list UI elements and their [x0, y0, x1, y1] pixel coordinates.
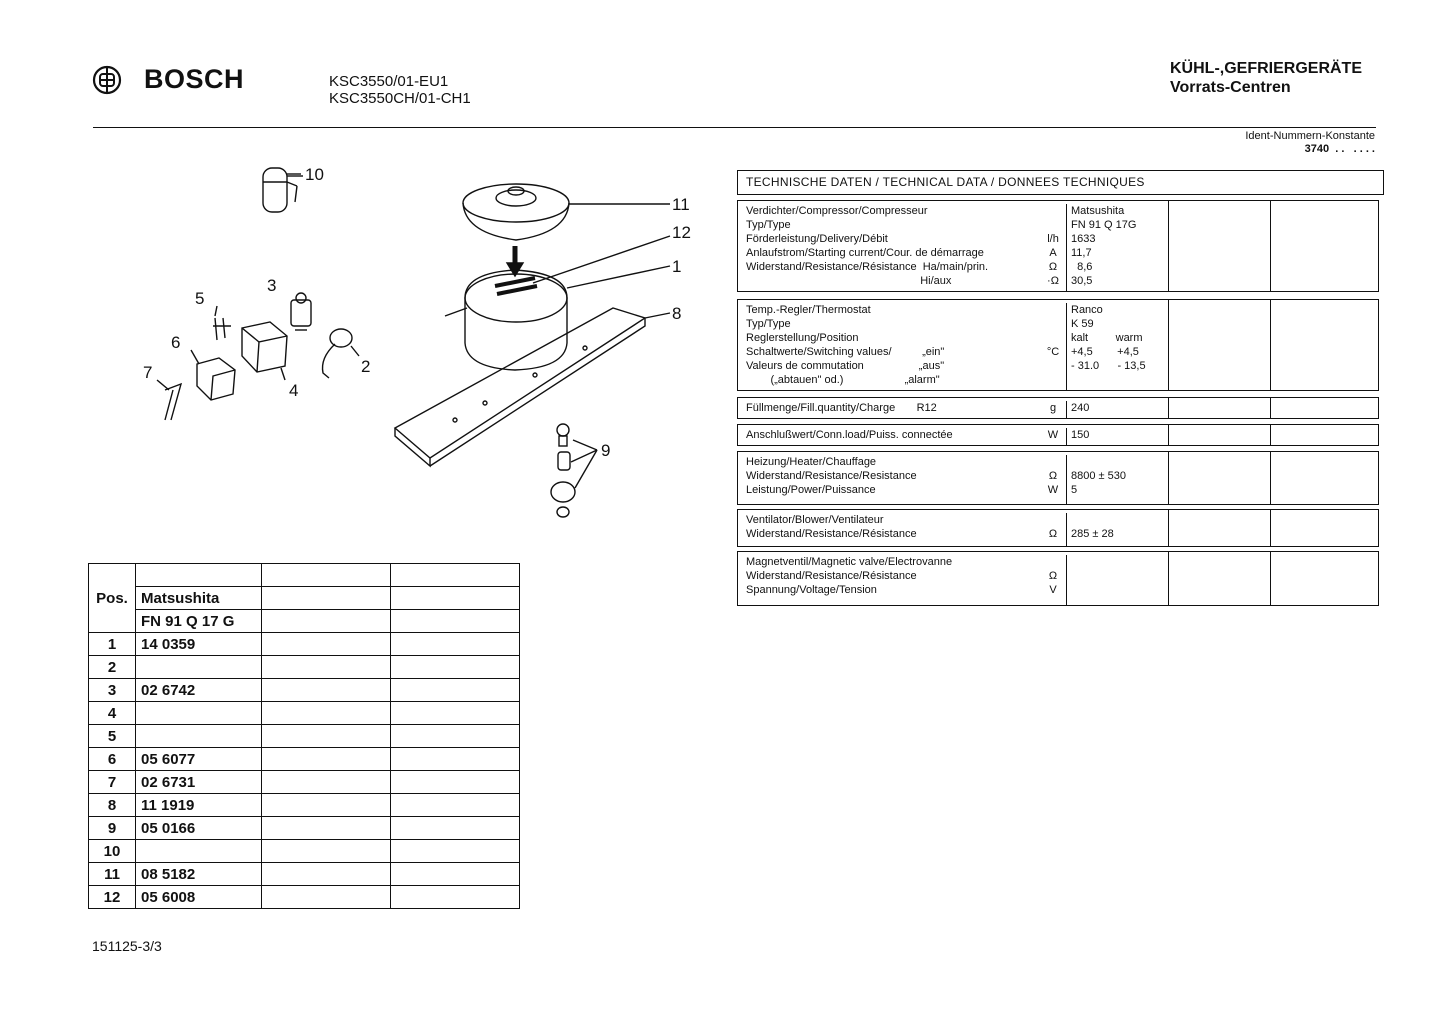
empty-cell [262, 817, 391, 840]
tech-row-col2 [1168, 425, 1271, 445]
tech-row-value: Matsushita FN 91 Q 17G 1633 11,7 8,6 30,5 [1066, 204, 1166, 291]
empty-cell [391, 679, 520, 702]
part-number-cell: 11 1919 [136, 794, 262, 817]
tech-row-label: Füllmenge/Fill.quantity/Charge R12 [746, 402, 937, 414]
category-line-1: KÜHL-,GEFRIERGERÄTE [1170, 60, 1362, 77]
callout-10: 10 [305, 165, 324, 184]
leader-4 [281, 368, 285, 380]
table-row [89, 771, 520, 794]
product-category [1170, 59, 1362, 97]
parts-header-row-top [89, 564, 520, 587]
tech-row-value: 150 [1066, 428, 1166, 445]
tech-row-col3 [1270, 510, 1379, 546]
tech-row-col3 [1270, 300, 1379, 390]
empty-cell [391, 633, 520, 656]
table-row [89, 725, 520, 748]
empty-cell [262, 771, 391, 794]
position-cell: 10 [89, 840, 136, 863]
callout-12: 12 [672, 223, 691, 242]
table-row [89, 702, 520, 725]
tech-row-value: 285 ± 28 [1066, 513, 1166, 546]
brand-header [92, 64, 244, 95]
parts-table [88, 563, 520, 909]
tech-row-label: Magnetventil/Magnetic valve/Electrovanne Widerstand/Resistance/Résistance Spannung/Voltage/Tension [746, 556, 953, 596]
tech-row-col2 [1168, 201, 1271, 291]
tech-row-label: Ventilator/Blower/Ventilateur Widerstand/Resistance/Résistance [746, 514, 917, 540]
model-number-ch: KSC3550CH/01-CH1 [329, 90, 471, 107]
part-number-cell [136, 840, 262, 863]
tech-row-magnetic-valve [737, 551, 1379, 606]
part-number-cell: 14 0359 [136, 633, 262, 656]
empty-cell [262, 702, 391, 725]
tech-row-col2 [1168, 452, 1271, 504]
tech-row-col3 [1270, 398, 1379, 418]
tech-row-charge [737, 397, 1379, 419]
tech-row-unit: °C [1046, 346, 1060, 358]
empty-cell [262, 679, 391, 702]
empty-cell [391, 748, 520, 771]
tech-row-unit: W [1047, 429, 1059, 441]
tech-row-col3 [1270, 452, 1379, 504]
empty-cell [391, 863, 520, 886]
leader-2 [351, 346, 359, 356]
callout-4: 4 [289, 381, 299, 400]
exploded-parts-diagram [135, 158, 695, 528]
header-cell [262, 610, 391, 633]
empty-cell [391, 656, 520, 679]
leader-6 [191, 350, 199, 364]
empty-cell [391, 725, 520, 748]
position-cell: 6 [89, 748, 136, 771]
ident-block [1245, 130, 1375, 156]
tech-row-col3 [1270, 425, 1379, 445]
tech-row-unit: l/h A Ω ·Ω [1047, 233, 1059, 287]
position-cell: 11 [89, 863, 136, 886]
empty-cell [262, 725, 391, 748]
tech-row-value: 240 [1066, 401, 1166, 418]
table-row [89, 840, 520, 863]
position-cell: 5 [89, 725, 136, 748]
position-cell: 3 [89, 679, 136, 702]
position-cell: 2 [89, 656, 136, 679]
model-number-eu: KSC3550/01-EU1 [329, 73, 449, 90]
parts-header-row-model [89, 610, 520, 633]
arrow-icon [507, 246, 523, 276]
part-number-cell: 02 6731 [136, 771, 262, 794]
compressor-maker-header: Matsushita [136, 587, 262, 610]
relay-part [242, 322, 287, 372]
callout-7: 7 [143, 363, 153, 382]
callout-8: 8 [672, 304, 682, 323]
table-row [89, 794, 520, 817]
tech-row-label: Temp.-Regler/Thermostat Typ/Type Reglerstellung/Position Schaltwerte/Switching values/ „ein" Valeurs de commutation „aus" („abtauen" od.) „alarm" [746, 304, 945, 386]
empty-cell [391, 702, 520, 725]
tech-row-col2 [1168, 398, 1271, 418]
callout-2: 2 [361, 357, 371, 376]
table-row [89, 633, 520, 656]
compressor-model-header: FN 91 Q 17 G [136, 610, 262, 633]
header-blank-col3 [391, 564, 520, 587]
drip-tray-part [463, 184, 670, 240]
brand-name: BOSCH [144, 64, 245, 94]
tech-row-col2 [1168, 510, 1271, 546]
category-line-2: Vorrats-Centren [1170, 79, 1291, 96]
header-cell [391, 610, 520, 633]
empty-cell [262, 748, 391, 771]
callout-9: 9 [601, 441, 611, 460]
part-number-cell: 02 6742 [136, 679, 262, 702]
header-rule [93, 127, 1376, 128]
compressor-part [445, 236, 670, 370]
empty-cell [391, 840, 520, 863]
tech-row-value [1066, 555, 1166, 605]
part-number-cell: 05 6077 [136, 748, 262, 771]
position-cell: 4 [89, 702, 136, 725]
empty-cell [262, 886, 391, 909]
parts-table-body [89, 564, 520, 633]
position-cell: 8 [89, 794, 136, 817]
document-number: 151125-3/3 [92, 938, 162, 954]
tech-row-value: Ranco K 59 kalt warm +4,5 +4,5 - 31.0 - 13,5 [1066, 303, 1166, 390]
empty-cell [262, 863, 391, 886]
part-number-cell: 05 0166 [136, 817, 262, 840]
tech-row-blower [737, 509, 1379, 547]
empty-cell [391, 771, 520, 794]
callout-1: 1 [672, 257, 682, 276]
header-blank [136, 564, 262, 587]
tech-row-col2 [1168, 300, 1271, 390]
tech-row-unit: Ω W [1047, 470, 1059, 496]
tech-row-heater [737, 451, 1379, 505]
tech-row-thermostat [737, 299, 1379, 391]
table-row [89, 863, 520, 886]
ident-label: Ident-Nummern-Konstante [1245, 130, 1375, 142]
tech-row-unit: Ω V [1048, 570, 1058, 596]
model-numbers [329, 73, 471, 107]
tech-row-label: Verdichter/Compressor/Compresseur Typ/Type Förderleistung/Delivery/Débit Anlaufstrom/Starting current/Cour. de démarrage Widerstand/Resistance/Résistance Ha/main/prin. Hi/aux [746, 205, 989, 287]
empty-cell [391, 794, 520, 817]
tech-row-unit: g [1049, 402, 1057, 414]
empty-cell [262, 656, 391, 679]
clip-part [213, 318, 231, 340]
header-cell [262, 587, 391, 610]
cable-part [323, 329, 353, 378]
table-row [89, 748, 520, 771]
position-cell: 1 [89, 633, 136, 656]
parts-header-row-maker [89, 587, 520, 610]
tech-row-value: 8800 ± 530 5 [1066, 455, 1166, 504]
callout-5: 5 [195, 289, 205, 308]
position-cell: 9 [89, 817, 136, 840]
table-row [89, 656, 520, 679]
position-cell: 12 [89, 886, 136, 909]
empty-cell [262, 633, 391, 656]
empty-cell [391, 817, 520, 840]
thermostat-part [291, 293, 311, 330]
tech-data-title: TECHNISCHE DATEN / TECHNICAL DATA / DONNEES TECHNIQUES [737, 170, 1384, 195]
position-cell: 7 [89, 771, 136, 794]
base-plate-part [395, 308, 670, 466]
empty-cell [391, 886, 520, 909]
tech-row-label: Anschlußwert/Conn.load/Puiss. connectée [746, 429, 953, 441]
tech-row-col3 [1270, 201, 1379, 291]
tech-row-connection-load [737, 424, 1379, 446]
bosch-logo-icon [92, 65, 122, 95]
header-blank-col2 [262, 564, 391, 587]
header-cell [391, 587, 520, 610]
leader-5 [215, 306, 217, 316]
part-number-cell [136, 725, 262, 748]
grommet-set-part [551, 424, 597, 517]
callout-6: 6 [171, 333, 181, 352]
part-number-cell: 08 5182 [136, 863, 262, 886]
tech-row-label: Heizung/Heater/Chauffage Widerstand/Resistance/Resistance Leistung/Power/Puissance [746, 456, 917, 496]
tech-row-col3 [1270, 552, 1379, 605]
part-number-cell [136, 702, 262, 725]
callout-11: 11 [672, 195, 690, 214]
parts-rows [89, 633, 520, 909]
table-row [89, 817, 520, 840]
table-row [89, 679, 520, 702]
part-number-cell: 05 6008 [136, 886, 262, 909]
ident-value: 3740 . . . . . . [1304, 143, 1375, 155]
leader-7 [157, 380, 169, 390]
tech-row-col2 [1168, 552, 1271, 605]
protector-part [197, 358, 235, 400]
pos-header: Pos. [89, 564, 136, 633]
tech-row-compressor [737, 200, 1379, 292]
table-row [89, 886, 520, 909]
empty-cell [262, 794, 391, 817]
tech-row-unit: Ω [1048, 528, 1058, 540]
empty-cell [262, 840, 391, 863]
part-number-cell [136, 656, 262, 679]
callout-3: 3 [267, 276, 277, 295]
